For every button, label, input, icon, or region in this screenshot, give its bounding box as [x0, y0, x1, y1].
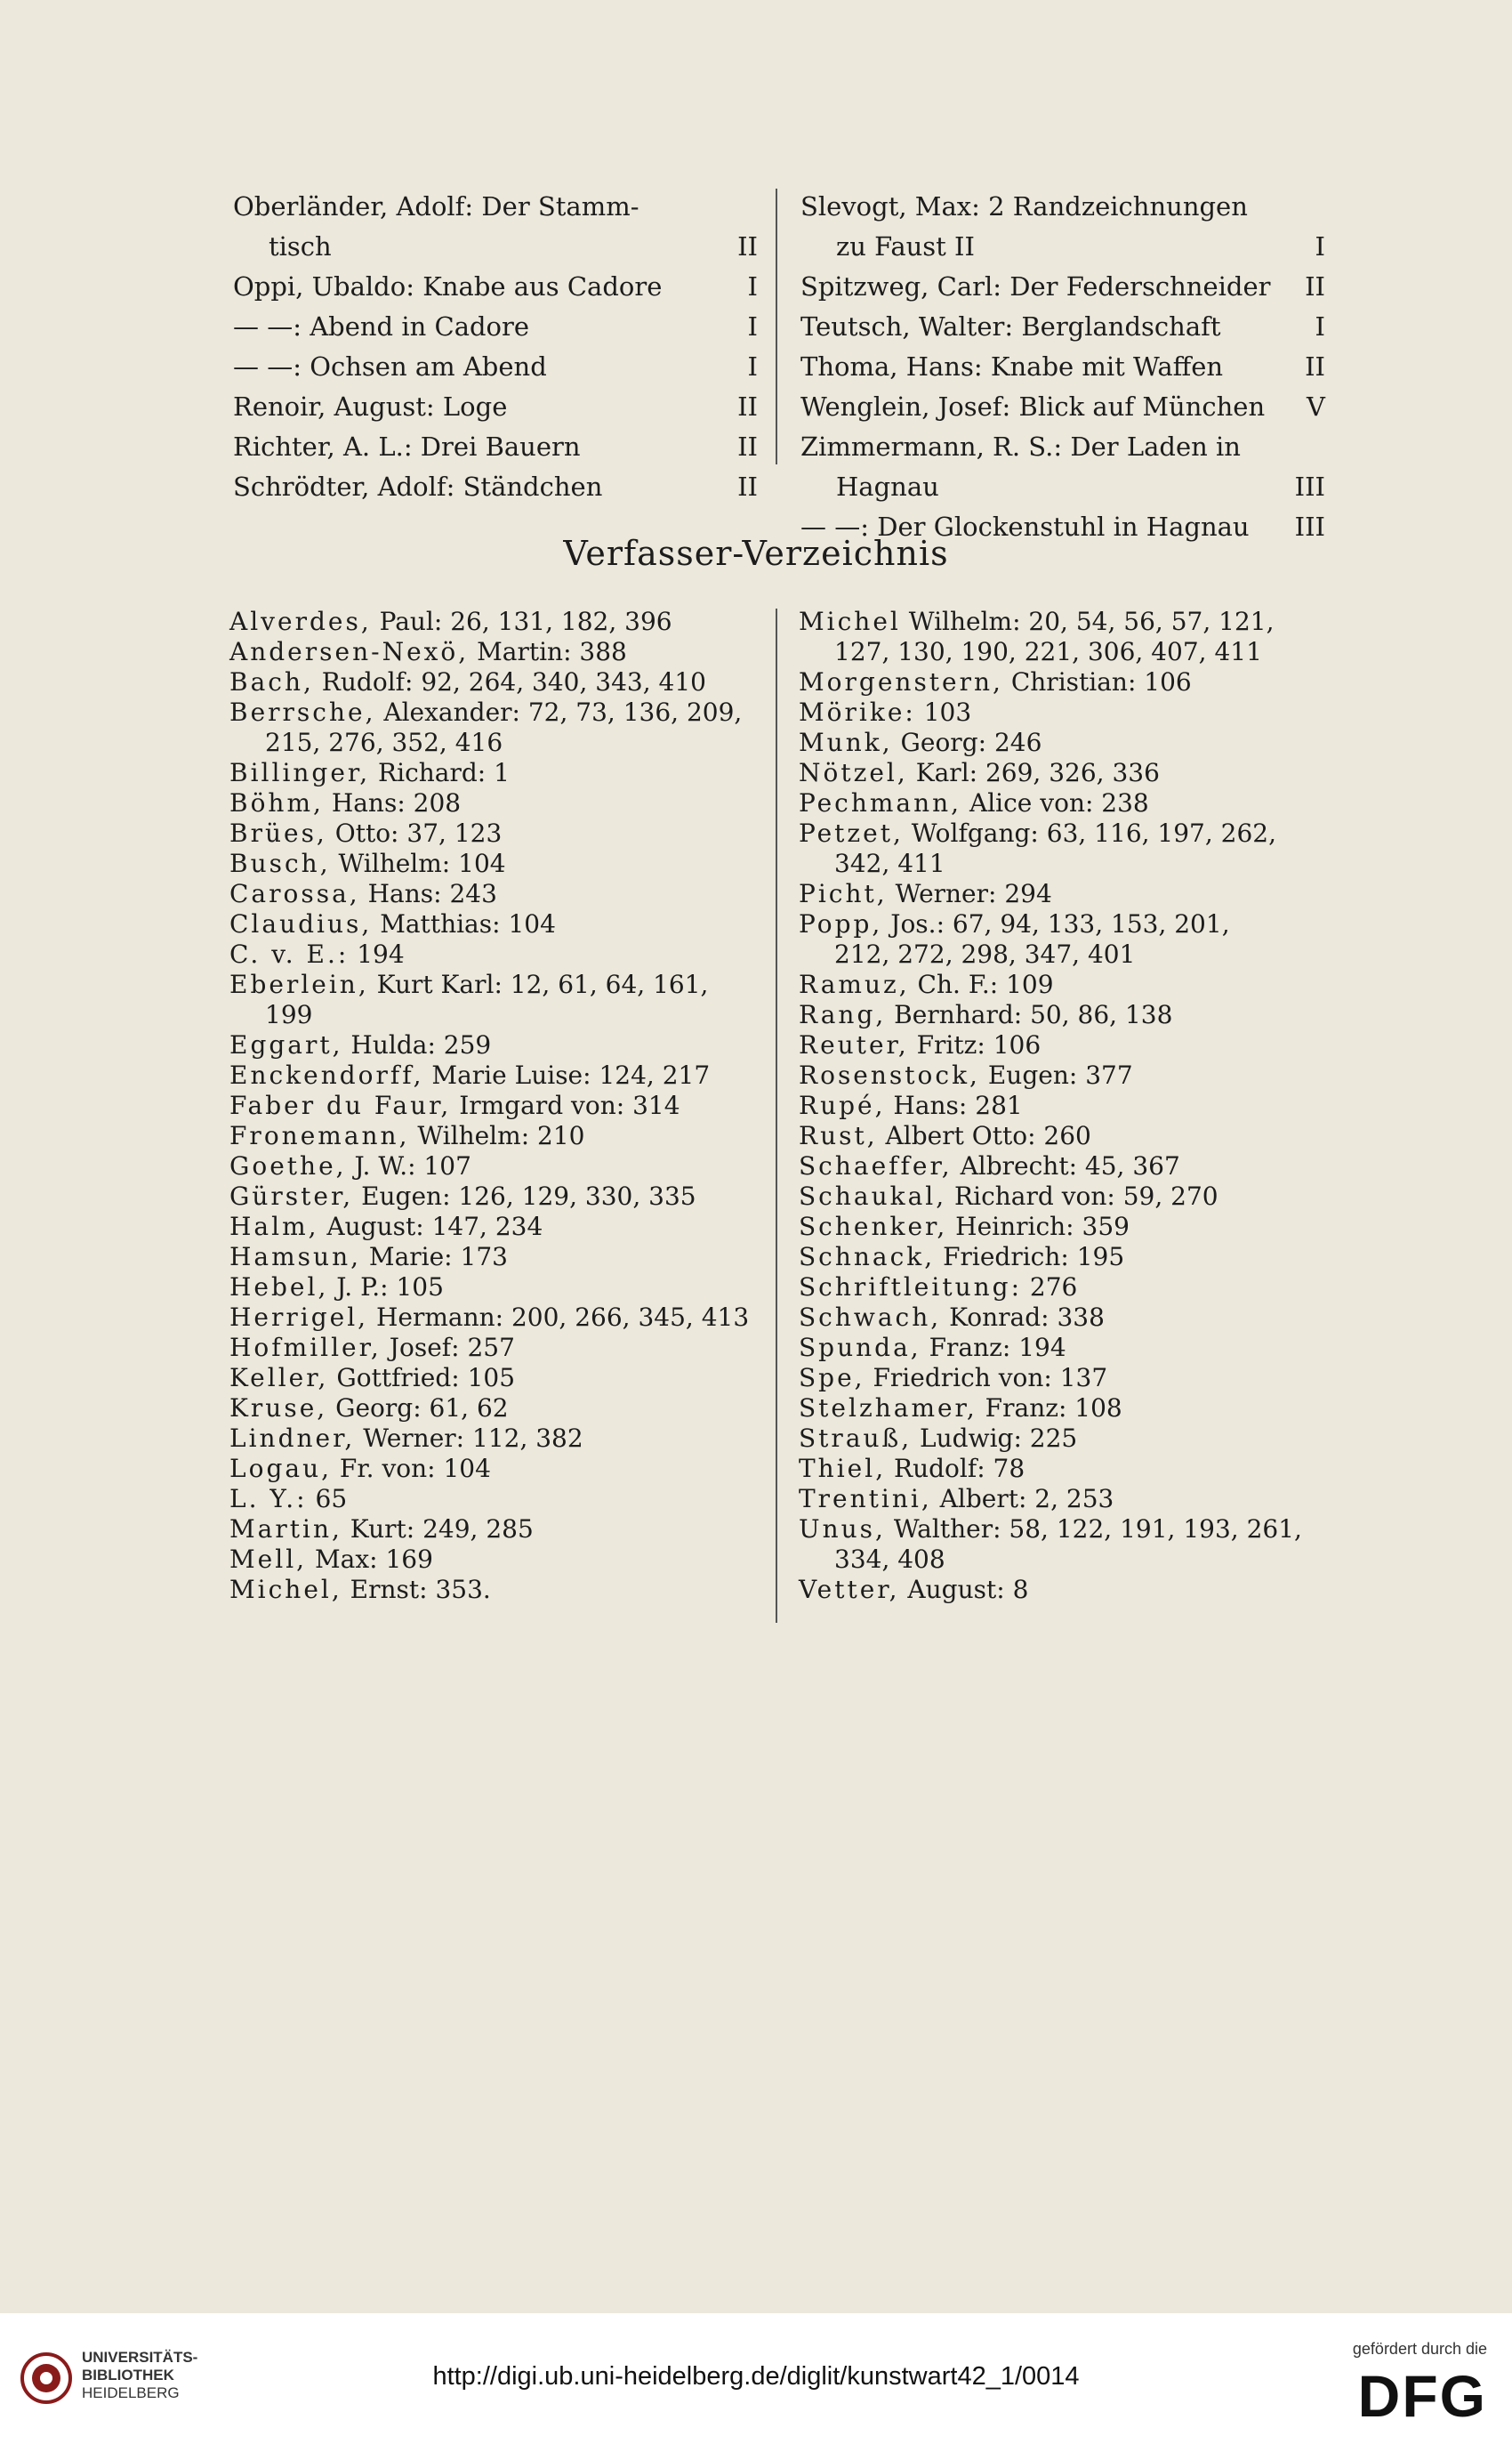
author-name: Picht, — [799, 879, 888, 908]
page-references: Marie: 173 — [361, 1242, 508, 1271]
plate-number: I — [1315, 231, 1325, 262]
illustration-title: Zimmermann, R. S.: Der Laden in — [800, 432, 1241, 462]
register-entry — [229, 1091, 763, 1121]
page-references: Wolfgang: 63, 116, 197, 262, — [903, 819, 1277, 848]
page-references: Josef: 257 — [381, 1333, 515, 1362]
plate-number: II — [1305, 271, 1325, 302]
page-references: Hans: 243 — [359, 879, 497, 908]
register-entry — [229, 1333, 763, 1363]
illustration-title: zu Faust II — [836, 231, 975, 262]
author-name: Carossa, — [229, 879, 360, 908]
register-entry — [229, 1303, 763, 1333]
author-name: Pechmann, — [799, 788, 962, 818]
author-name: Keller, — [229, 1363, 329, 1392]
register-entry — [799, 758, 1332, 788]
page-references: Karl: 269, 326, 336 — [907, 758, 1160, 787]
plate-number: I — [1315, 311, 1325, 342]
register-entry — [799, 607, 1332, 637]
illustration-entry — [800, 467, 1325, 507]
plate-number: II — [737, 231, 758, 262]
page-references: Marie Luise: 124, 217 — [423, 1061, 711, 1090]
page-references: 65 — [307, 1484, 348, 1513]
register-entry — [799, 1212, 1332, 1242]
register-entry — [799, 1514, 1332, 1545]
page-references: Fritz: 106 — [908, 1030, 1042, 1060]
author-name: Goethe, — [229, 1151, 347, 1181]
author-name: Rupé, — [799, 1091, 886, 1120]
register-entry — [229, 1061, 763, 1091]
register-continuation: 342, 411 — [834, 849, 945, 878]
register-entry — [229, 1484, 763, 1514]
page-references: Werner: 112, 382 — [355, 1424, 583, 1453]
author-name: Stelzhamer, — [799, 1393, 977, 1423]
page-references: Hans: 208 — [323, 788, 462, 818]
page-references: Hulda: 259 — [342, 1030, 492, 1060]
register-continuation: 215, 276, 352, 416 — [265, 728, 503, 757]
illustration-title: Hagnau — [836, 472, 939, 502]
register-entry — [229, 849, 763, 879]
author-name: Nötzel, — [799, 758, 908, 787]
register-entry — [799, 819, 1332, 849]
author-name: Lindner, — [229, 1424, 356, 1453]
register-entry — [229, 1121, 763, 1151]
author-name: Popp, — [799, 909, 883, 939]
page-references: Hermann: 200, 266, 345, 413 — [368, 1303, 750, 1332]
illustration-list-right — [800, 187, 1325, 547]
author-name: Schnack, — [799, 1242, 936, 1271]
register-entry — [799, 1182, 1332, 1212]
register-entry — [229, 637, 763, 667]
register-entry — [799, 698, 1332, 728]
author-name: Eggart, — [229, 1030, 343, 1060]
author-name: Logau, — [229, 1454, 333, 1483]
register-entry — [229, 698, 763, 728]
register-entry — [799, 1484, 1332, 1514]
register-entry — [799, 909, 1332, 940]
column-divider — [776, 189, 777, 464]
author-name: Böhm, — [229, 788, 324, 818]
plate-number: III — [1294, 512, 1325, 542]
register-entry — [229, 879, 763, 909]
plate-number: II — [737, 472, 758, 502]
author-name: Andersen-Nexö, — [229, 637, 470, 666]
illustration-title: Teutsch, Walter: Berglandschaft — [800, 311, 1221, 342]
register-entry — [799, 879, 1332, 909]
register-entry — [799, 667, 1332, 698]
institution-line-2: BIBLIOTHEK — [82, 2367, 174, 2384]
page-references: Wilhelm: 104 — [330, 849, 506, 878]
plate-number: V — [1307, 391, 1325, 422]
author-name: Vetter, — [799, 1575, 900, 1604]
register-entry — [229, 1151, 763, 1182]
author-name: Schaeffer, — [799, 1151, 953, 1181]
illustration-entry — [800, 427, 1325, 467]
illustration-entry — [233, 307, 758, 347]
register-heading: Verfasser-Verzeichnis — [563, 534, 949, 573]
register-entry — [799, 970, 1332, 1000]
register-entry — [229, 1272, 763, 1303]
author-name: Berrsche, — [229, 698, 376, 727]
plate-number: I — [747, 351, 758, 382]
illustration-title: Thoma, Hans: Knabe mit Waffen — [800, 351, 1224, 382]
page-references: August: 8 — [899, 1575, 1029, 1604]
register-entry — [229, 667, 763, 698]
register-divider — [776, 609, 777, 1623]
illustration-title: Renoir, August: Loge — [233, 391, 508, 422]
register-entry — [229, 758, 763, 788]
illustration-title: — —: Der Glockenstuhl in Hagnau — [800, 512, 1250, 542]
author-register-right — [799, 607, 1332, 1605]
illustration-entry — [233, 187, 758, 227]
register-entry — [229, 1242, 763, 1272]
register-entry — [799, 1333, 1332, 1363]
register-entry — [229, 1363, 763, 1393]
author-name: Schriftleitung: — [799, 1272, 1023, 1302]
page-references: Friedrich: 195 — [935, 1242, 1125, 1271]
author-name: Reuter, — [799, 1030, 909, 1060]
author-name: Gürster, — [229, 1182, 354, 1211]
author-register-left — [229, 607, 763, 1605]
register-entry — [229, 607, 763, 637]
author-name: Bach, — [229, 667, 314, 697]
register-entry — [799, 728, 1332, 758]
author-name: Unus, — [799, 1514, 886, 1544]
register-entry — [229, 1393, 763, 1424]
page-references: Ernst: 353. — [342, 1575, 491, 1604]
register-entry — [229, 819, 763, 849]
author-name: Morgenstern, — [799, 667, 1003, 697]
illustration-title: Richter, A. L.: Drei Bauern — [233, 432, 581, 462]
author-name: Mell, — [229, 1545, 308, 1574]
page-references: J. P.: 105 — [328, 1272, 444, 1302]
page-references: Konrad: 338 — [941, 1303, 1105, 1332]
page-references: Max: 169 — [307, 1545, 433, 1574]
register-entry — [229, 1514, 763, 1545]
page-references: Paul: 26, 131, 182, 396 — [371, 607, 672, 636]
author-name: Strauß, — [799, 1424, 913, 1453]
page-references: Georg: 246 — [892, 728, 1042, 757]
illustration-entry — [800, 227, 1325, 267]
page-references: 194 — [349, 940, 405, 969]
illustration-entry — [233, 387, 758, 427]
page-references: Richard von: 59, 270 — [946, 1182, 1218, 1211]
plate-number: II — [737, 391, 758, 422]
register-entry — [799, 788, 1332, 819]
illustration-list-left — [233, 187, 758, 507]
register-continuation: 127, 130, 190, 221, 306, 407, 411 — [834, 637, 1262, 666]
page-references: Franz: 108 — [977, 1393, 1122, 1423]
register-entry — [799, 1393, 1332, 1424]
register-entry — [229, 1212, 763, 1242]
page-references: Friedrich von: 137 — [865, 1363, 1108, 1392]
page-references: Heinrich: 359 — [947, 1212, 1130, 1241]
author-name: Herrigel, — [229, 1303, 369, 1332]
page-references: Albert Otto: 260 — [877, 1121, 1091, 1150]
page-references: Rudolf: 92, 264, 340, 343, 410 — [313, 667, 706, 697]
author-name: Trentini, — [799, 1484, 932, 1513]
illustration-title: tisch — [269, 231, 332, 262]
illustration-entry — [233, 427, 758, 467]
illustration-entry — [233, 347, 758, 387]
illustration-entry — [800, 267, 1325, 307]
page-references: Walther: 58, 122, 191, 193, 261, — [885, 1514, 1302, 1544]
author-name: Petzet, — [799, 819, 904, 848]
page-references: J. W.: 107 — [346, 1151, 471, 1181]
author-name: Michel — [799, 607, 901, 636]
illustration-entry — [233, 267, 758, 307]
plate-number: II — [737, 432, 758, 462]
plate-number: I — [747, 311, 758, 342]
register-entry — [799, 1000, 1332, 1030]
register-entry — [229, 1030, 763, 1061]
page-references: Christian: 106 — [1002, 667, 1192, 697]
author-name: Thiel, — [799, 1454, 887, 1483]
illustration-title: Wenglein, Josef: Blick auf München — [800, 391, 1266, 422]
author-name: Schaukal, — [799, 1182, 947, 1211]
author-name: Schwach, — [799, 1303, 942, 1332]
illustration-entry — [800, 187, 1325, 227]
page-references: August: 147, 234 — [318, 1212, 543, 1241]
page-references: Jos.: 67, 94, 133, 153, 201, — [882, 909, 1230, 939]
author-name: Faber du Faur, — [229, 1091, 452, 1120]
author-name: Alverdes, — [229, 607, 372, 636]
page-references: Werner: 294 — [887, 879, 1052, 908]
register-entry — [229, 788, 763, 819]
page-references: Kurt Karl: 12, 61, 64, 161, — [368, 970, 709, 999]
page-references: Richard: 1 — [370, 758, 510, 787]
page-references: Kurt: 249, 285 — [342, 1514, 534, 1544]
register-entry — [799, 1363, 1332, 1393]
author-name: Spunda, — [799, 1333, 921, 1362]
illustration-title: Spitzweg, Carl: Der Federschneider — [800, 271, 1271, 302]
page-references: Albert: 2, 253 — [931, 1484, 1114, 1513]
register-entry — [229, 970, 763, 1000]
institution-line-3: HEIDELBERG — [82, 2384, 180, 2401]
page-references: Martin: 388 — [469, 637, 627, 666]
funding-note: gefördert durch die — [1352, 2340, 1487, 2358]
register-entry — [229, 1575, 763, 1605]
register-entry — [799, 1121, 1332, 1151]
page-references: Alexander: 72, 73, 136, 209, — [375, 698, 743, 727]
register-entry — [799, 1272, 1332, 1303]
source-url-link[interactable]: http://digi.ub.uni-heidelberg.de/diglit/kunstwart42_1/0014 — [432, 2362, 1080, 2391]
page-references: Albrecht: 45, 367 — [952, 1151, 1180, 1181]
page-references: Fr. von: 104 — [332, 1454, 491, 1483]
author-name: Spe, — [799, 1363, 865, 1392]
page-references: Eugen: 126, 129, 330, 335 — [353, 1182, 696, 1211]
illustration-title: — —: Ochsen am Abend — [233, 351, 547, 382]
author-name: Billinger, — [229, 758, 371, 787]
author-name: Hofmiller, — [229, 1333, 382, 1362]
register-entry — [229, 1424, 763, 1454]
author-name: L. Y.: — [229, 1484, 308, 1513]
page-references: Hans: 281 — [885, 1091, 1023, 1120]
register-entry — [799, 1575, 1332, 1605]
plate-number: I — [747, 271, 758, 302]
register-entry — [799, 1151, 1332, 1182]
author-name: Munk, — [799, 728, 893, 757]
page-references: Irmgard von: 314 — [451, 1091, 680, 1120]
author-name: Rust, — [799, 1121, 878, 1150]
illustration-entry — [233, 467, 758, 507]
author-name: Rosenstock, — [799, 1061, 980, 1090]
author-name: Hebel, — [229, 1272, 329, 1302]
illustration-title: Schrödter, Adolf: Ständchen — [233, 472, 603, 502]
author-name: Ramuz, — [799, 970, 910, 999]
author-name: Kruse, — [229, 1393, 328, 1423]
author-name: Claudius, — [229, 909, 373, 939]
illustration-title: — —: Abend in Cadore — [233, 311, 530, 342]
page-references: 276 — [1022, 1272, 1078, 1302]
page-references: Wilhelm: 210 — [409, 1121, 585, 1150]
register-entry — [799, 1454, 1332, 1484]
register-entry — [229, 909, 763, 940]
author-name: Rang, — [799, 1000, 887, 1029]
register-continuation: 199 — [265, 1000, 313, 1029]
register-entry — [229, 940, 763, 970]
register-entry — [799, 1091, 1332, 1121]
illustration-title: Oberländer, Adolf: Der Stamm- — [233, 191, 639, 222]
page-references: 103 — [915, 698, 972, 727]
illustration-entry — [800, 307, 1325, 347]
register-entry — [229, 1454, 763, 1484]
register-entry — [799, 1424, 1332, 1454]
page-references: Ch. F.: 109 — [909, 970, 1054, 999]
author-name: Busch, — [229, 849, 331, 878]
page-references: Matthias: 104 — [372, 909, 556, 939]
author-name: Mörike: — [799, 698, 916, 727]
dfg-logo: DFG — [1357, 2363, 1487, 2429]
author-name: Hamsun, — [229, 1242, 361, 1271]
page-references: Gottfried: 105 — [328, 1363, 516, 1392]
register-entry — [229, 1545, 763, 1575]
plate-number: II — [1305, 351, 1325, 382]
author-name: Enckendorff, — [229, 1061, 424, 1090]
page-references: Bernhard: 50, 86, 138 — [886, 1000, 1173, 1029]
page-references: Wilhelm: 20, 54, 56, 57, 121, — [900, 607, 1275, 636]
register-entry — [799, 1303, 1332, 1333]
author-name: C. v. E.: — [229, 940, 350, 969]
register-entry — [229, 1182, 763, 1212]
author-name: Halm, — [229, 1212, 319, 1241]
page-references: Eugen: 377 — [979, 1061, 1133, 1090]
register-entry — [799, 1061, 1332, 1091]
author-name: Brües, — [229, 819, 327, 848]
author-name: Schenker, — [799, 1212, 948, 1241]
institution-line-1: UNIVERSITÄTS- — [82, 2349, 198, 2366]
author-name: Martin, — [229, 1514, 342, 1544]
author-name: Michel, — [229, 1575, 342, 1604]
register-entry — [799, 1242, 1332, 1272]
illustration-entry — [800, 347, 1325, 387]
illustration-title: Slevogt, Max: 2 Randzeichnungen — [800, 191, 1248, 222]
register-entry — [799, 1030, 1332, 1061]
illustration-entry — [800, 387, 1325, 427]
author-name: Fronemann, — [229, 1121, 410, 1150]
author-name: Eberlein, — [229, 970, 369, 999]
register-continuation: 334, 408 — [834, 1545, 945, 1574]
page-references: Georg: 61, 62 — [327, 1393, 509, 1423]
page-references: Franz: 194 — [921, 1333, 1066, 1362]
page-references: Ludwig: 225 — [912, 1424, 1078, 1453]
page-references: Otto: 37, 123 — [326, 819, 503, 848]
illustration-entry — [233, 227, 758, 267]
register-continuation: 212, 272, 298, 347, 401 — [834, 940, 1136, 969]
illustration-title: Oppi, Ubaldo: Knabe aus Cadore — [233, 271, 663, 302]
plate-number: III — [1294, 472, 1325, 502]
page-references: Alice von: 238 — [961, 788, 1149, 818]
page-references: Rudolf: 78 — [886, 1454, 1025, 1483]
